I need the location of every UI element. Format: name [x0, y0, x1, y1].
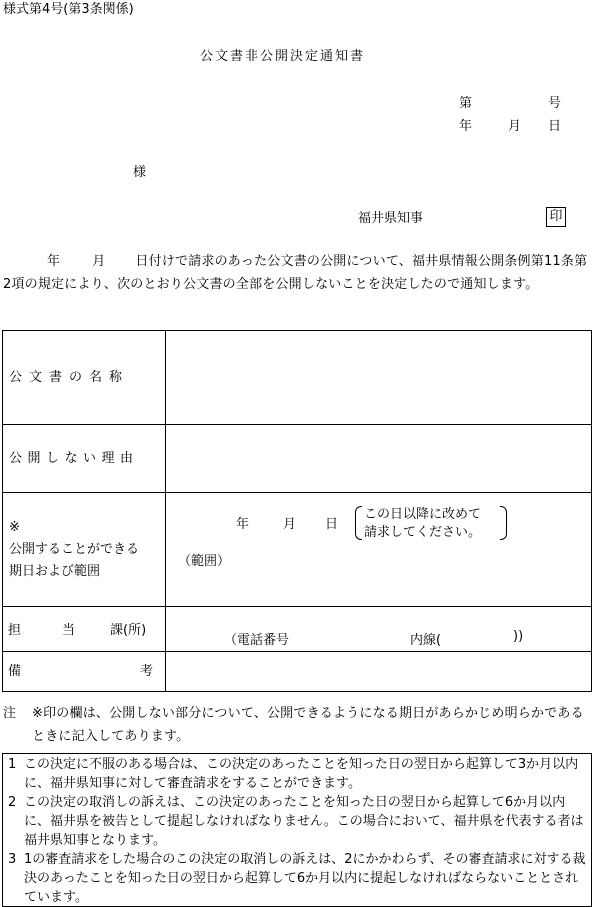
document-title: 公文書非公開決定通知書	[200, 49, 366, 64]
label-disclosure-line2: 期日および範囲	[9, 563, 101, 579]
asterisk-mark: ※	[9, 519, 20, 535]
appeal-notice-box	[2, 753, 592, 907]
dept-label-tan: 担	[8, 623, 22, 638]
value-document-name	[166, 331, 592, 425]
extension-close: ))	[513, 629, 524, 644]
phone-label: （電話番号	[224, 633, 290, 648]
dept-label-to: 当	[62, 623, 76, 638]
bracket-left	[355, 506, 362, 540]
notice-num-3: 3	[8, 852, 17, 867]
notice-text-3: 1の審査請求をした場合のこの決定の取消しの訴えは、2にかかわらず、その審査請求に対する裁決のあったことを知った日の翌日から起算して6か月以内に提起しなければならないこととされています。	[24, 852, 586, 905]
notice-num-1: 1	[8, 757, 17, 772]
note-prefix: 注	[3, 706, 17, 721]
notice-text-2: この決定の取消しの訴えは、この決定のあったことを知った日の翌日から起算して6か月以内に、福井県を被告として提起しなければなりません。この場合において、福井県を代表する者は福井県知事となります。	[24, 795, 584, 848]
body-paragraph	[3, 251, 591, 296]
notice-item-2	[8, 793, 588, 850]
date-day: 日	[548, 119, 562, 134]
label-reason: 公開しない理由	[3, 425, 166, 493]
dept-label-ka: 課(所)	[110, 623, 147, 638]
issuer: 福井県知事	[358, 211, 424, 226]
date-month: 月	[508, 119, 522, 134]
number-go: 号	[548, 96, 562, 111]
value-remarks	[166, 652, 592, 692]
label-document-name: 公文書の名称	[3, 331, 166, 425]
addressee-suffix: 様	[133, 165, 147, 180]
disclose-day: 日	[325, 517, 339, 532]
body-text: 日付けで請求のあった公文書の公開について、福井県情報公開条例第11条第2項の規定により、次のとおり公文書の全部を公開しないことを決定したので通知します。	[3, 254, 588, 292]
note-text: ※印の欄は、公開しない部分について、公開できるようになる期日があらかじめ明らかであるときに記入してあります。	[32, 706, 584, 744]
remarks-ko: 考	[140, 664, 154, 679]
seal-mark: 印	[546, 207, 566, 227]
value-reason	[166, 425, 592, 493]
body-date-month: 月	[92, 254, 106, 269]
notice-text-1: この決定に不服のある場合は、この決定のあったことを知った日の翌日から起算して3か月以内に、福井県知事に対して審査請求をすることができます。	[24, 757, 579, 791]
notice-item-3	[8, 850, 588, 907]
extension-label: 内線(	[410, 633, 442, 648]
bracket-line2: 請求してください。	[364, 525, 482, 540]
disclose-year: 年	[236, 517, 250, 532]
form-id: 様式第4号(第3条関係)	[3, 2, 134, 17]
bracket-line1: この日以降に改めて	[364, 507, 482, 522]
remarks-bi: 備	[8, 664, 22, 679]
label-disclosure-date	[3, 493, 166, 607]
range-label: （範囲）	[178, 554, 231, 569]
notice-item-1	[8, 755, 588, 793]
number-dai: 第	[459, 96, 473, 111]
label-disclosure-line1: 公開することができる	[9, 541, 140, 557]
notice-num-2: 2	[8, 795, 17, 810]
body-date-year: 年	[47, 254, 61, 269]
bracket-right	[500, 506, 507, 540]
disclose-month: 月	[283, 517, 297, 532]
date-year: 年	[459, 119, 473, 134]
